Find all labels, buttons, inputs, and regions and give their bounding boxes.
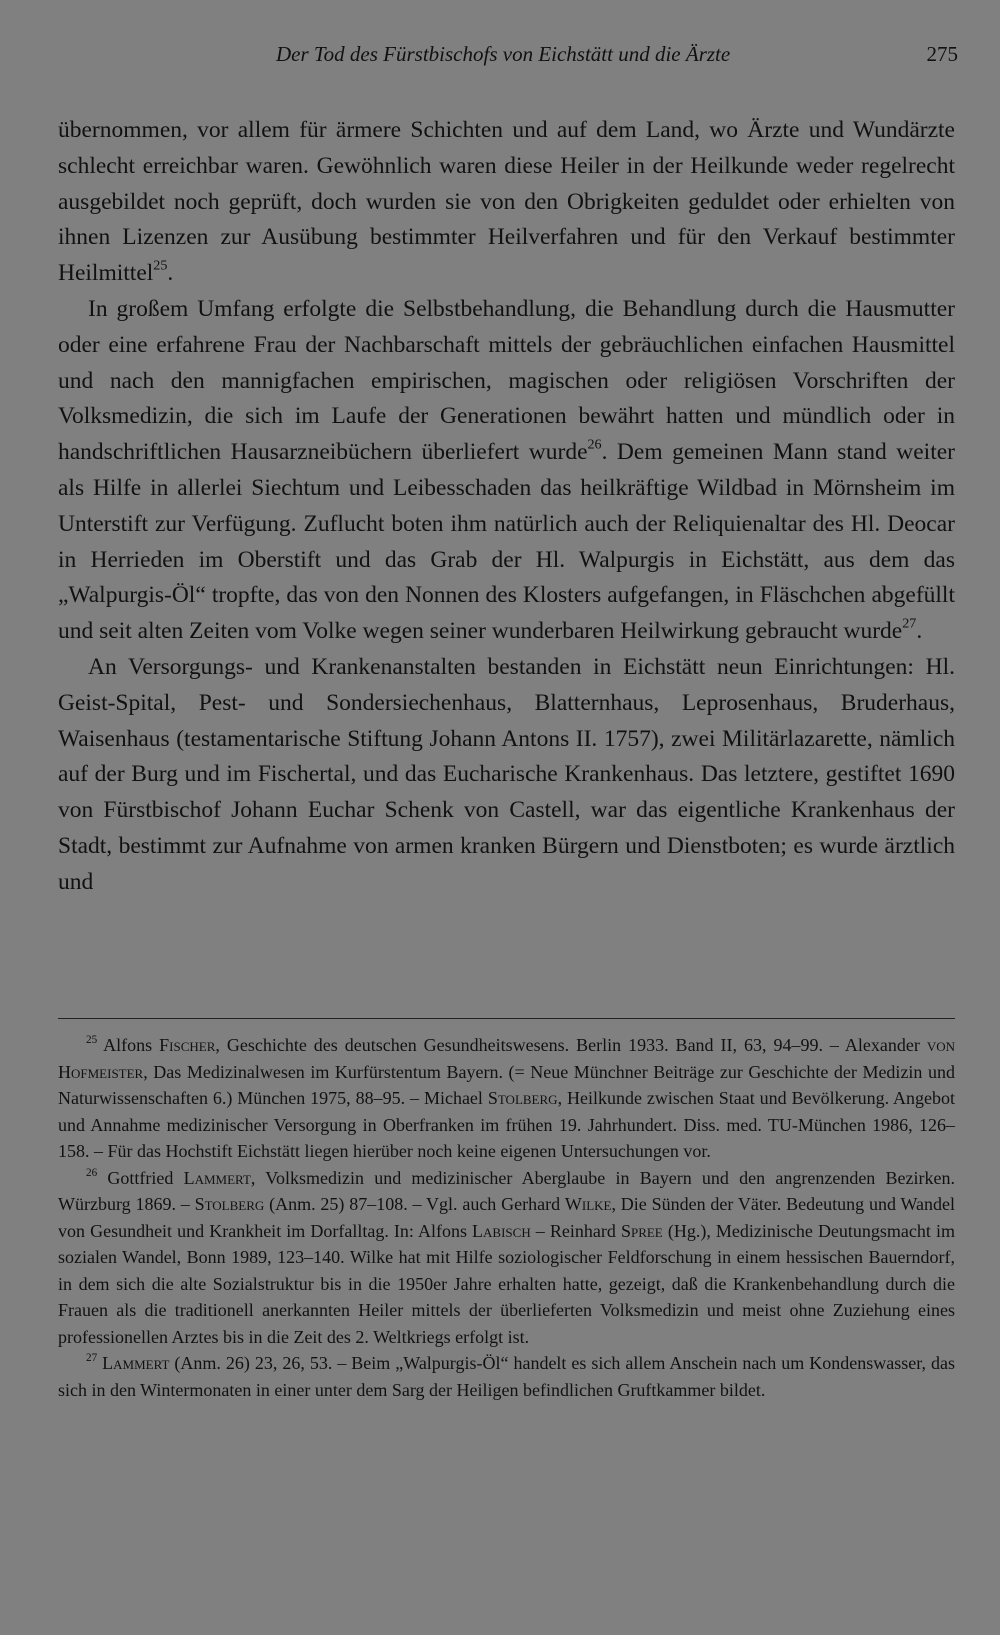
fn25-author-2: von Hofmeister (58, 1035, 956, 1082)
main-text (58, 113, 955, 901)
fn26-text-6: (Hg.), Medizinische Deutungsmacht im sozialen Wandel, Bonn 1989, 123–140. Wilke hat mit Hilfe soziologischer Feldforschung in einem hessischen Bauerndorf, in dem sich die alte Sozialstruktur bis in die 1950er Jahre erhalten hatte, gezeigt, daß die Krankenbehandlung durch die Frauen als die traditionell anerkannten Heiler mittels der überlieferten Volksmedizin und meist ohne Zuziehung eines professionellen Arztes bis in die Zeit des 2. Weltkriegs erfolgt ist. (58, 1220, 955, 1347)
fn25-author-1: Fischer (159, 1035, 216, 1055)
fn26-text-3: (Anm. 25) 87–108. – Vgl. auch Gerhard (264, 1194, 565, 1214)
paragraph-1-end: . (167, 260, 174, 287)
paragraph-2-end: . (916, 618, 923, 645)
fn26-author-1: Lammert (183, 1167, 251, 1188)
fn26-text-2: , Volksmedizin und medizinischer Aberglaube in Bayern und den angrenzenden Bezirken. Würzburg 1869. – (58, 1167, 956, 1214)
footnote-ref-27: 27 (902, 615, 917, 632)
fn26-text-5: – Reinhard (530, 1220, 621, 1241)
paragraph-2-text-b: . Dem gemeinen Mann stand weiter als Hilfe in allerlei Siechtum und Leibesschaden das heilkräftige Wildbad in Mörnsheim im Unterstift zur Verfügung. Zuflucht boten ihm natürlich auch der Reliquienaltar des Hl. Deocar in Herrieden im Oberstift und das Grab der Hl. Walpurgis in Eichstätt, aus dem das „Walpurgis-Öl“ tropfte, das von den Nonnen des Klosters aufgefangen, in Fläschchen abgefüllt und seit alten Zeiten vom Volke wegen seiner wunderbaren Heilwirkung gebraucht wurde (58, 439, 955, 645)
fn25-text-1: Alfons (103, 1035, 160, 1055)
fn26-author-3: Wilke (564, 1194, 612, 1214)
running-head-title: Der Tod des Fürstbischofs von Eichstätt und die Ärzte (276, 42, 731, 66)
fn26-author-2: Stolberg (194, 1194, 265, 1214)
footnote-26 (58, 1165, 955, 1351)
footnotes (58, 1032, 955, 1403)
footnote-27 (58, 1350, 955, 1403)
fn26-text-4: , Die Sünden der Väter. Bedeutung und Wandel von Gesundheit und Krankheit im Dorfalltag. In: Alfons (58, 1194, 955, 1241)
paragraph-1 (58, 113, 955, 292)
fn27-text-1: (Anm. 26) 23, 26, 53. – Beim „Walpurgis-Öl“ handelt es sich allem Anschein nach um Kondenswasser, das sich in den Wintermonaten in einer unter dem Sarg der Heiligen befindlichen Gruftkammer bildet. (58, 1353, 955, 1400)
fn27-author-1: Lammert (102, 1353, 170, 1373)
paragraph-2 (58, 292, 955, 650)
fn26-author-5: Spree (620, 1220, 663, 1241)
footnote-ref-26: 26 (587, 436, 602, 453)
page-number: 275 (926, 42, 958, 66)
footnote-25-number: 25 (86, 1034, 98, 1047)
paragraph-1-text: übernommen, vor allem für ärmere Schichten und auf dem Land, wo Ärzte und Wundärzte schlecht erreichbar waren. Gewöhnlich waren diese Heiler in der Heilkunde weder regelrecht ausgebildet noch geprüft, doch wurden sie von den Obrigkeiten geduldet oder erhielten von ihnen Lizenzen zur Ausübung bestimmter Heilverfahren und für den Verkauf bestimmter Heilmittel (58, 117, 955, 287)
fn26-author-4: Labisch (472, 1220, 531, 1241)
fn26-text-1: Gottfried (107, 1167, 184, 1188)
paragraph-3-text: An Versorgungs- und Krankenanstalten bestanden in Eichstätt neun Einrichtungen: Hl. Geist-Spital, Pest- und Sondersiechenhaus, Blatternhaus, Leprosenhaus, Bruderhaus, Waisenhaus (testamentarische Stiftung Johann Antons II. 1757), zwei Militärlazarette, nämlich auf der Burg und im Fischertal, und das Eucharische Krankenhaus. Das letztere, gestiftet 1690 von Fürstbischof Johann Euchar Schenk von Castell, war das eigentliche Krankenhaus der Stadt, bestimmt zur Aufnahme von armen kranken Bürgern und Dienstboten; es wurde ärztlich und (58, 653, 955, 895)
fn25-author-3: Stolberg (487, 1088, 558, 1108)
paragraph-2-text-a: In großem Umfang erfolgte die Selbstbehandlung, die Behandlung durch die Hausmutter oder eine erfahrene Frau der Nachbarschaft mittels der gebräuchlichen einfachen Hausmittel und nach den mannigfachen empirischen, magischen oder religiösen Vorschriften der Volksmedizin, die sich im Laufe der Generationen bewährt hatten und mündlich oder in handschriftlichen Hausarzneibüchern überliefert wurde (58, 295, 955, 466)
fn25-text-4: , Heilkunde zwischen Staat und Bevölkerung. Angebot und Annahme medizinischer Versorgung in Oberfranken im frühen 19. Jahrhundert. Diss. med. TU-München 1986, 126–158. – Für das Hochstift Eichstätt liegen hierüber noch keine eigenen Untersuchungen vor. (58, 1088, 955, 1161)
paragraph-3 (58, 650, 955, 901)
fn25-text-3: , Das Medizinalwesen im Kurfürstentum Bayern. (= Neue Münchner Beiträge zur Geschichte der Medizin und Naturwissenschaften 6.) München 1975, 88–95. – Michael (58, 1061, 955, 1108)
footnote-25 (58, 1032, 955, 1165)
footnote-ref-25: 25 (153, 257, 168, 274)
footnote-27-number: 27 (86, 1352, 98, 1365)
footnote-separator (58, 1018, 955, 1019)
footnote-26-number: 26 (86, 1166, 98, 1179)
fn25-text-2: , Geschichte des deutschen Gesundheitswesens. Berlin 1933. Band II, 63, 94–99. – Alexander (215, 1035, 927, 1055)
